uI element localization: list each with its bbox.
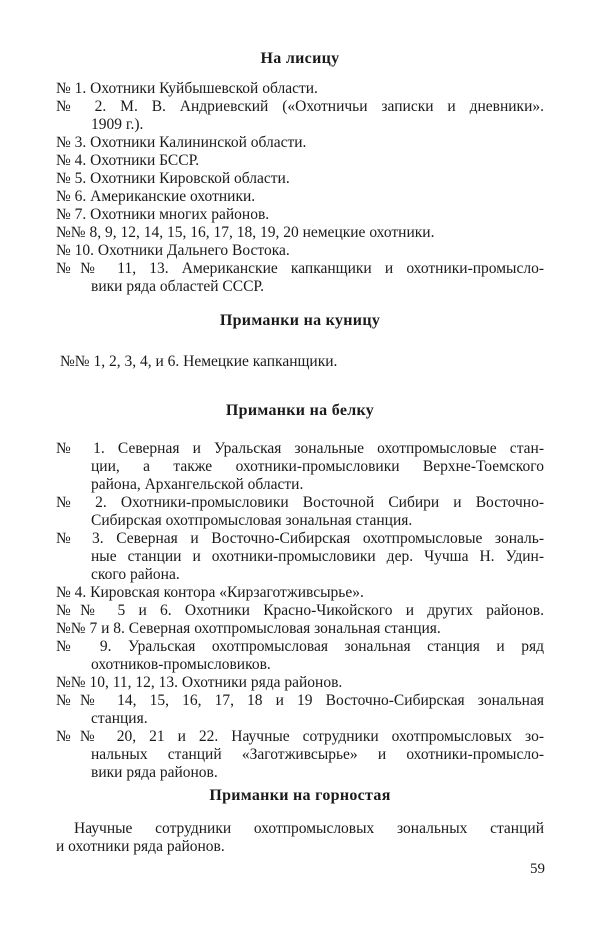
- squirrel-entry-2: № 2. Охотники-промысловики Восточной Сибири и Восточно-: [56, 494, 544, 511]
- squirrel-entry-20-22: №№ 20, 21 и 22. Научные сотрудники охотпромысловых зо-: [56, 728, 544, 745]
- squirrel-entry-9: № 9. Уральская охотпромысловая зональная станция и ряд: [56, 638, 544, 655]
- squirrel-entry-3-cont: ные станции и охотники-промысловики дер. Чучша Н. Удин-: [91, 548, 544, 565]
- squirrel-entry-3: № 3. Северная и Восточно-Сибирская охотпромысловые зональ-: [56, 530, 544, 547]
- squirrel-entry-10-13: №№ 10, 11, 12, 13. Охотники ряда районов.: [56, 674, 343, 691]
- squirrel-entry-14-19: №№ 14, 15, 16, 17, 18 и 19 Восточно-Сибирская зональная: [56, 692, 544, 709]
- squirrel-entry-7-8: №№ 7 и 8. Северная охотпромысловая зональная станция.: [56, 620, 441, 637]
- squirrel-entry-1-cont2: района, Архангельской области.: [91, 476, 304, 493]
- fox-entry-8-20: №№ 8, 9, 12, 14, 15, 16, 17, 18, 19, 20 немецкие охотники.: [56, 224, 435, 241]
- fox-entry-11-13: №№ 11, 13. Американские капканщики и охотники-промысло-: [56, 260, 544, 277]
- section-heading-ermine: Приманки на горностая: [209, 787, 391, 804]
- page-number: 59: [530, 861, 545, 877]
- ermine-paragraph-line-2: и охотники ряда районов.: [56, 838, 225, 855]
- fox-entry-3: № 3. Охотники Калининской области.: [56, 134, 307, 151]
- fox-entry-10: № 10. Охотники Дальнего Востока.: [56, 242, 290, 259]
- fox-entry-1: № 1. Охотники Куйбышевской области.: [56, 80, 318, 97]
- squirrel-entry-5-6: №№ 5 и 6. Охотники Красно-Чикойского и других районов.: [56, 602, 544, 619]
- section-heading-marten: Приманки на куницу: [219, 312, 381, 329]
- squirrel-entry-20-22-cont: нальных станций «Заготживсырье» и охотники-промысло-: [91, 746, 544, 763]
- fox-entry-7: № 7. Охотники многих районов.: [56, 206, 270, 223]
- section-heading-fox: На лисицу: [260, 50, 340, 67]
- ermine-paragraph-line-1: Научные сотрудники охотпромысловых зональных станций: [74, 820, 544, 837]
- squirrel-entry-3-cont2: ского района.: [91, 566, 180, 583]
- fox-entry-5: № 5. Охотники Кировской области.: [56, 170, 290, 187]
- fox-entry-2-cont: 1909 г.).: [91, 116, 144, 133]
- fox-entry-2: № 2. М. В. Андриевский («Охотничьи записки и дневники».: [56, 98, 544, 115]
- fox-entry-11-13-cont: вики ряда областей СССР.: [91, 278, 264, 295]
- squirrel-entry-1: № 1. Северная и Уральская зональные охотпромысловые стан-: [56, 440, 544, 457]
- squirrel-entry-4: № 4. Кировская контора «Кирзаготживсырье».: [56, 584, 364, 601]
- squirrel-entry-2-cont: Сибирская охотпромысловая зональная станция.: [91, 512, 413, 529]
- section-heading-squirrel: Приманки на белку: [225, 402, 375, 419]
- squirrel-entry-14-19-cont: станция.: [91, 710, 148, 727]
- squirrel-entry-1-cont: ции, а также охотники-промысловики Верхне-Тоемского: [91, 458, 544, 475]
- squirrel-entry-9-cont: охотников-промысловиков.: [91, 656, 271, 673]
- fox-entry-4: № 4. Охотники БССР.: [56, 152, 200, 169]
- fox-entry-6: № 6. Американские охотники.: [56, 188, 256, 205]
- squirrel-entry-20-22-cont2: вики ряда районов.: [91, 764, 218, 781]
- marten-entry-1: №№ 1, 2, 3, 4, и 6. Немецкие капканщики.: [60, 353, 338, 370]
